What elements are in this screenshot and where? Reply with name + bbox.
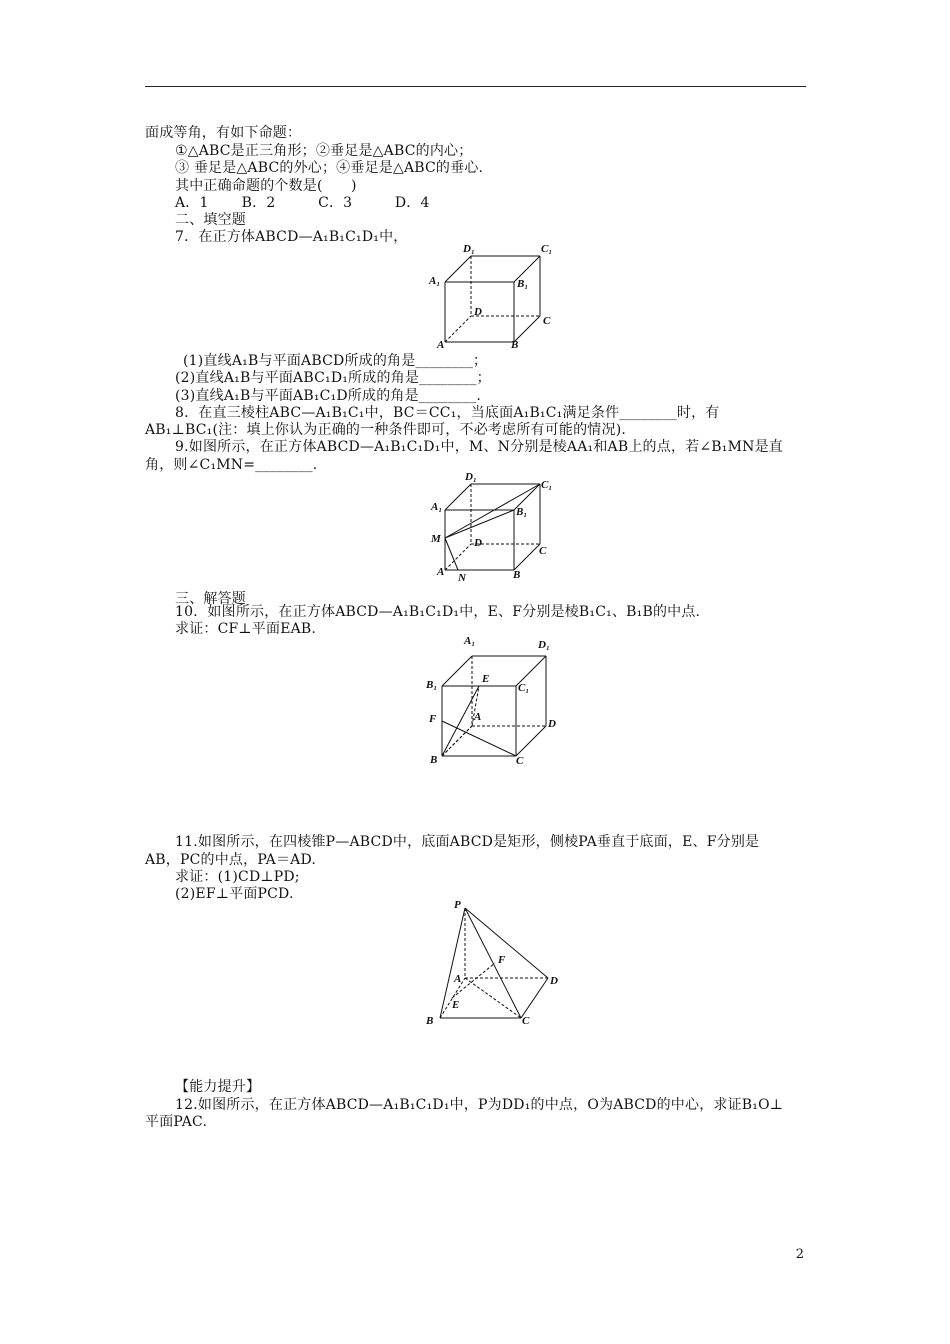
vertex-label: C [543, 315, 551, 327]
header-rule [145, 86, 806, 87]
vertex-label: B [513, 569, 521, 581]
text-line: 面成等角，有如下命题： [145, 125, 302, 141]
vertex-label: C₁ [541, 479, 553, 491]
vertex-label: B₁ [516, 506, 528, 518]
vertex-label: C [522, 1015, 530, 1027]
vertex-label: C₁ [541, 243, 553, 255]
vertex-label: B₁ [517, 278, 529, 290]
vertex-label: N [458, 572, 466, 584]
figure-cube-q10 [420, 632, 565, 776]
vertex-label: M [431, 533, 441, 545]
vertex-label: A [437, 339, 445, 350]
question-7-part: (2)直线A₁B与平面ABC₁D₁所成的角是________； [175, 370, 491, 386]
text-line: A．1 B．2 C．3 D．4 [175, 195, 430, 211]
question-7-part: (1)直线A₁B与平面ABCD所成的角是________； [183, 353, 488, 369]
text-line: ③ 垂足是△ABC的外心；④垂足是△ABC的垂心. [175, 160, 484, 176]
text-line: (2)EF⊥平面PCD. [175, 886, 294, 902]
text-line: AB₁⊥BC₁(注：填上你认为正确的一种条件即可，不必考虑所有可能的情况). [145, 422, 627, 438]
text-line: ①△ABC是正三角形；②垂足是△ABC的内心； [175, 143, 473, 159]
text-line: 求证：CF⊥平面EAB. [175, 621, 317, 637]
vertex-label: E [452, 999, 460, 1011]
vertex-label: A [437, 566, 445, 578]
question-12: 12.如图所示，在正方体ABCD—A₁B₁C₁D₁中，P为DD₁的中点，O为ABCD的中心，求证B₁O⊥ [175, 1097, 784, 1113]
text-line: AB，PC的中点，PA＝AD. [145, 852, 317, 868]
vertex-label: C [516, 755, 524, 767]
figure-cube-q9 [425, 468, 560, 590]
vertex-label: D [474, 537, 482, 549]
vertex-label: C [539, 545, 547, 557]
question-7-part: (3)直线A₁B与平面AB₁C₁D所成的角是________. [175, 388, 482, 404]
text-line: 角，则∠C₁MN=________. [145, 457, 318, 473]
vertex-label: A [474, 711, 482, 723]
text-line: 平面PAC. [145, 1114, 208, 1130]
vertex-label: F [498, 954, 506, 966]
text-line: 求证：(1)CD⊥PD; [175, 869, 300, 885]
vertex-label: D₁ [465, 471, 477, 483]
vertex-label: B [430, 754, 438, 766]
question-8: 8．在直三棱柱ABC—A₁B₁C₁中，BC＝CC₁，当底面A₁B₁C₁满足条件________时，有 [175, 405, 720, 421]
vertex-label: B₁ [426, 679, 438, 691]
section-heading: 【能力提升】 [175, 1079, 261, 1095]
page-number: 2 [795, 1247, 804, 1262]
vertex-label: D [474, 306, 482, 318]
vertex-label: A₁ [464, 635, 476, 647]
vertex-label: C₁ [518, 682, 530, 694]
vertex-label: D₁ [463, 243, 475, 255]
vertex-label: D₁ [538, 639, 550, 651]
text-line: 其中正确命题的个数是( ) [175, 178, 357, 194]
vertex-label: A₁ [431, 501, 443, 513]
vertex-label: E [482, 673, 490, 685]
question-11: 11.如图所示，在四棱锥P—ABCD中，底面ABCD是矩形，侧棱PA垂直于底面，E、F分别是 [175, 834, 760, 850]
vertex-label: P [454, 899, 461, 911]
vertex-label: A [454, 973, 462, 985]
vertex-label: B [426, 1015, 434, 1027]
vertex-label: A₁ [429, 275, 441, 287]
section-heading: 三、解答题 [175, 591, 246, 607]
question-10: 10．如图所示，在正方体ABCD—A₁B₁C₁D₁中，E、F分别是棱B₁C₁、B₁B的中点. [175, 604, 701, 620]
question-7: 7．在正方体ABCD—A₁B₁C₁D₁中， [175, 229, 408, 245]
vertex-label: D [548, 718, 556, 730]
vertex-label: B [511, 339, 519, 350]
question-9: 9.如图所示，在正方体ABCD—A₁B₁C₁D₁中，M、N分别是棱AA₁和AB上的点，若∠B₁MN是直 [175, 439, 783, 455]
figure-pyramid-q11 [420, 896, 570, 1035]
figure-cube-q7 [425, 240, 560, 354]
vertex-label: F [429, 713, 437, 725]
section-heading: 二、填空题 [175, 212, 246, 228]
vertex-label: D [550, 975, 558, 987]
